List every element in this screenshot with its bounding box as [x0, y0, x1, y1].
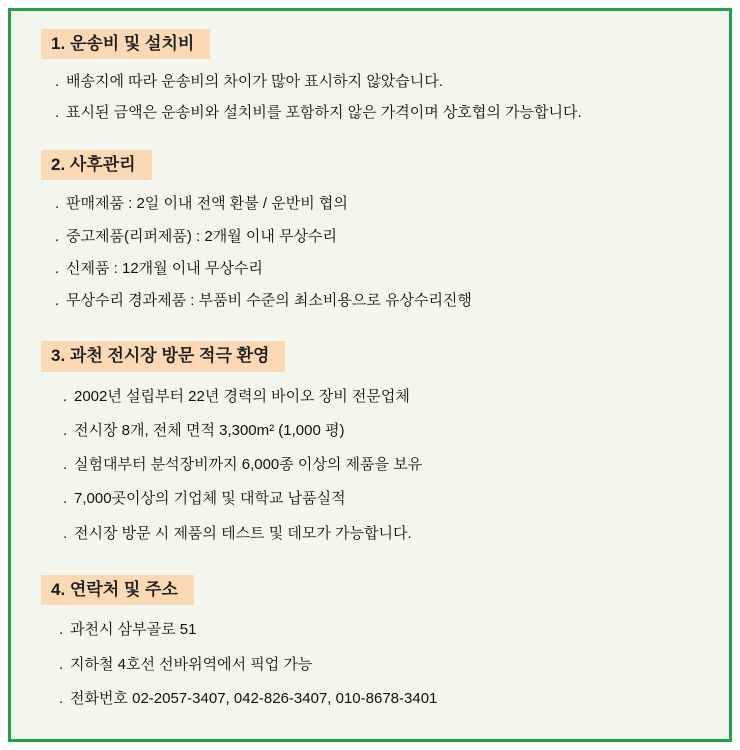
list-item — [59, 682, 707, 716]
section-item-list — [33, 67, 707, 128]
bullet-icon: . — [63, 524, 68, 542]
list-item — [55, 98, 707, 128]
bullet-icon: . — [63, 456, 68, 474]
list-item-text: 2002년 설립부터 22년 경력의 바이오 장비 전문업체 — [74, 387, 410, 405]
list-item — [55, 253, 707, 285]
section-heading-wrap — [33, 341, 707, 379]
list-item-text: 배송지에 따라 운송비의 차이가 많아 표시하지 않았습니다. — [66, 73, 443, 91]
bullet-icon: . — [55, 292, 60, 310]
list-item-text: 7,000곳이상의 기업체 및 대학교 납품실적 — [74, 490, 346, 508]
section-contact-address — [33, 575, 707, 716]
list-item-text: 판매제품 : 2일 이내 전액 환불 / 운반비 협의 — [66, 195, 348, 213]
list-item — [63, 380, 707, 414]
list-item-text: 실험대부터 분석장비까지 6,000종 이상의 제품을 보유 — [74, 456, 423, 474]
section-after-service — [33, 150, 707, 317]
section-item-list — [33, 613, 707, 716]
section-shipping-installation — [33, 29, 707, 128]
list-item-text: 표시된 금액은 운송비와 설치비를 포함하지 않은 가격이며 상호협의 가능합니다. — [66, 103, 582, 121]
section-item-list — [33, 188, 707, 317]
bullet-icon: . — [59, 689, 64, 707]
bullet-icon: . — [63, 421, 68, 439]
bullet-icon: . — [63, 387, 68, 405]
section-heading: 2. 사후관리 — [41, 150, 152, 180]
section-showroom-visit — [33, 341, 707, 551]
list-item-text: 전시장 방문 시 제품의 테스트 및 데모가 가능합니다. — [74, 524, 412, 542]
list-item — [55, 221, 707, 253]
bullet-icon: . — [55, 195, 60, 213]
list-item-text: 무상수리 경과제품 : 부품비 수준의 최소비용으로 유상수리진행 — [66, 292, 472, 310]
list-item-text: 전화번호 02-2057-3407, 042-826-3407, 010-8678-3401 — [70, 689, 438, 707]
list-item — [63, 482, 707, 516]
list-item — [55, 67, 707, 97]
list-item-text: 지하철 4호선 선바위역에서 픽업 가능 — [70, 655, 313, 673]
bullet-icon: . — [55, 73, 60, 91]
section-heading-wrap — [33, 150, 707, 188]
list-item-text: 전시장 8개, 전체 면적 3,300m² (1,000 평) — [74, 421, 345, 439]
bullet-icon: . — [55, 259, 60, 277]
list-item — [63, 517, 707, 551]
content-frame — [8, 8, 732, 742]
section-heading: 4. 연락처 및 주소 — [41, 575, 194, 605]
list-item-text: 신제품 : 12개월 이내 무상수리 — [66, 259, 263, 277]
bullet-icon: . — [63, 490, 68, 508]
list-item-text: 과천시 삼부골로 51 — [70, 621, 197, 639]
list-item — [63, 448, 707, 482]
list-item — [59, 613, 707, 647]
section-heading: 1. 운송비 및 설치비 — [41, 29, 210, 59]
section-heading-wrap — [33, 575, 707, 613]
list-item — [55, 188, 707, 220]
section-item-list — [33, 380, 707, 551]
list-item-text: 중고제품(리퍼제품) : 2개월 이내 무상수리 — [66, 227, 338, 245]
bullet-icon: . — [55, 103, 60, 121]
section-heading: 3. 과천 전시장 방문 적극 환영 — [41, 341, 285, 371]
bullet-icon: . — [59, 655, 64, 673]
bullet-icon: . — [55, 227, 60, 245]
list-item — [63, 414, 707, 448]
section-heading-wrap — [33, 29, 707, 67]
bullet-icon: . — [59, 621, 64, 639]
list-item — [55, 285, 707, 317]
list-item — [59, 648, 707, 682]
